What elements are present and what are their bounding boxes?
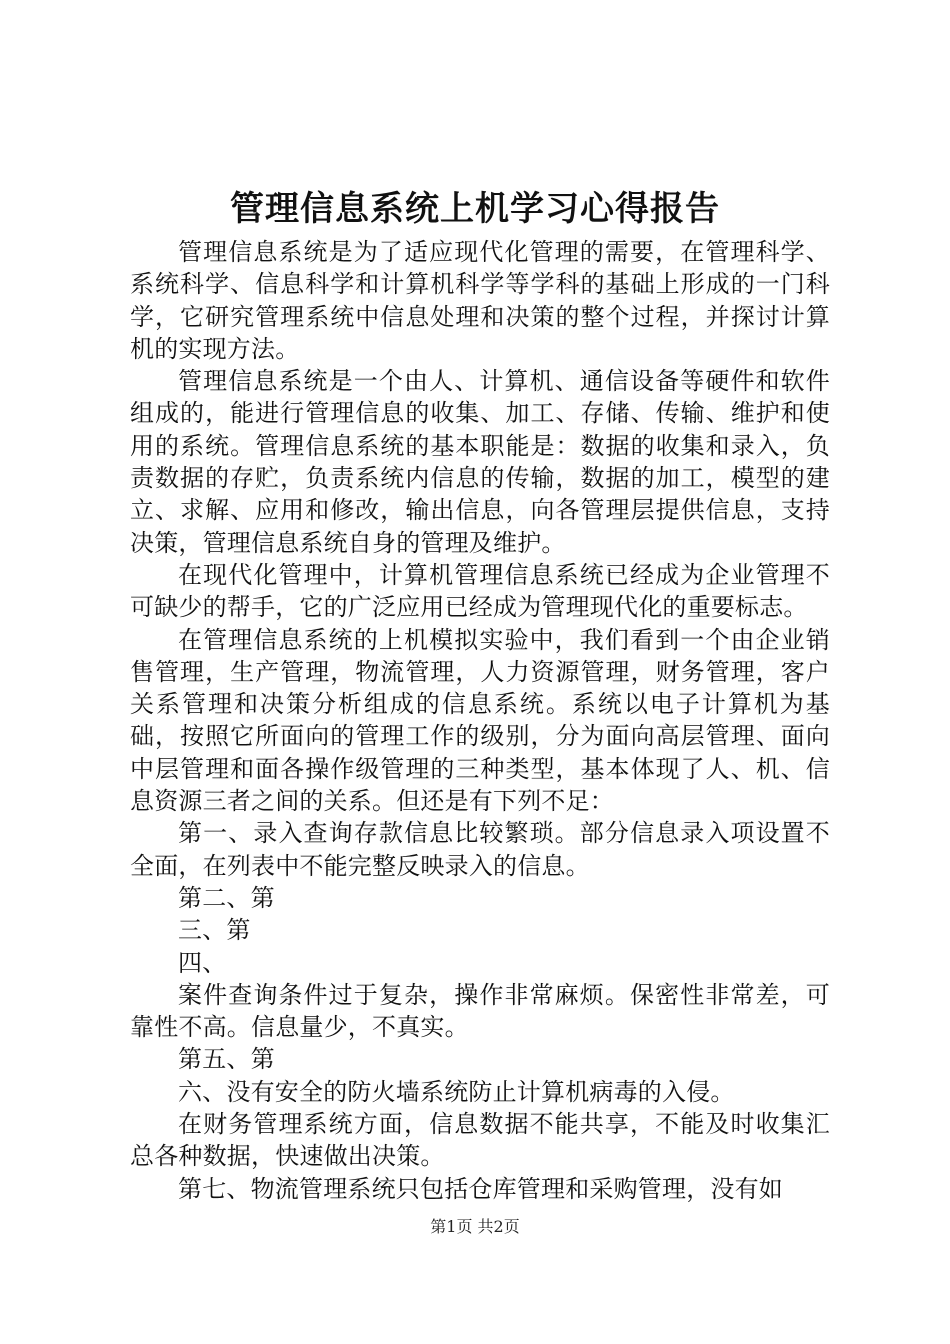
paragraph: 案件查询条件过于复杂，操作非常麻烦。保密性非常差，可靠性不高。信息量少，不真实。	[130, 980, 830, 1042]
paragraph: 在财务管理系统方面，信息数据不能共享，不能及时收集汇总各种数据，快速做出决策。	[130, 1110, 830, 1171]
paragraph: 三、第	[178, 916, 251, 945]
paragraph: 六、没有安全的防火墙系统防止计算机病毒的入侵。	[178, 1077, 735, 1106]
paragraph: 管理信息系统是一个由人、计算机、通信设备等硬件和软件组成的，能进行管理信息的收集、加工、存储、传输、维护和使用的系统。管理信息系统的基本职能是：数据的收集和录入，负责数据的存贮，负责系统内信息的传输，数据的加工，模型的建立、求解、应用和修改，输出信息，向各管理层提供信息，支持决策，管理信息系统自身的管理及维护。	[130, 367, 830, 557]
paragraph: 第二、第	[178, 883, 275, 912]
paragraph: 四、	[178, 948, 227, 977]
document-title: 管理信息系统上机学习心得报告	[230, 189, 720, 229]
paragraph: 在管理信息系统的上机模拟实验中，我们看到一个由企业销售管理，生产管理，物流管理，人力资源管理，财务管理，客户关系管理和决策分析组成的信息系统。系统以电子计算机为基础，按照它所面向的管理工作的级别，分为面向高层管理、面向中层管理和面各操作级管理的三种类型，基本体现了人、机、信息资源三者之间的关系。但还是有下列不足：	[130, 625, 830, 816]
paragraph: 第五、第	[178, 1045, 275, 1074]
paragraph: 在现代化管理中，计算机管理信息系统已经成为企业管理不可缺少的帮手，它的广泛应用已经成为管理现代化的重要标志。	[130, 560, 830, 622]
paragraph: 管理信息系统是为了适应现代化管理的需要，在管理科学、系统科学、信息科学和计算机科学等学科的基础上形成的一门科学，它研究管理系统中信息处理和决策的整个过程，并探讨计算机的实现方法。	[130, 238, 830, 363]
paragraph: 第七、物流管理系统只包括仓库管理和采购管理，没有如	[178, 1174, 783, 1203]
paragraph: 第一、录入查询存款信息比较繁琐。部分信息录入项设置不全面，在列表中不能完整反映录入的信息。	[130, 819, 830, 880]
page-number: 第1页 共2页	[430, 1217, 520, 1236]
document-body	[130, 236, 830, 1205]
